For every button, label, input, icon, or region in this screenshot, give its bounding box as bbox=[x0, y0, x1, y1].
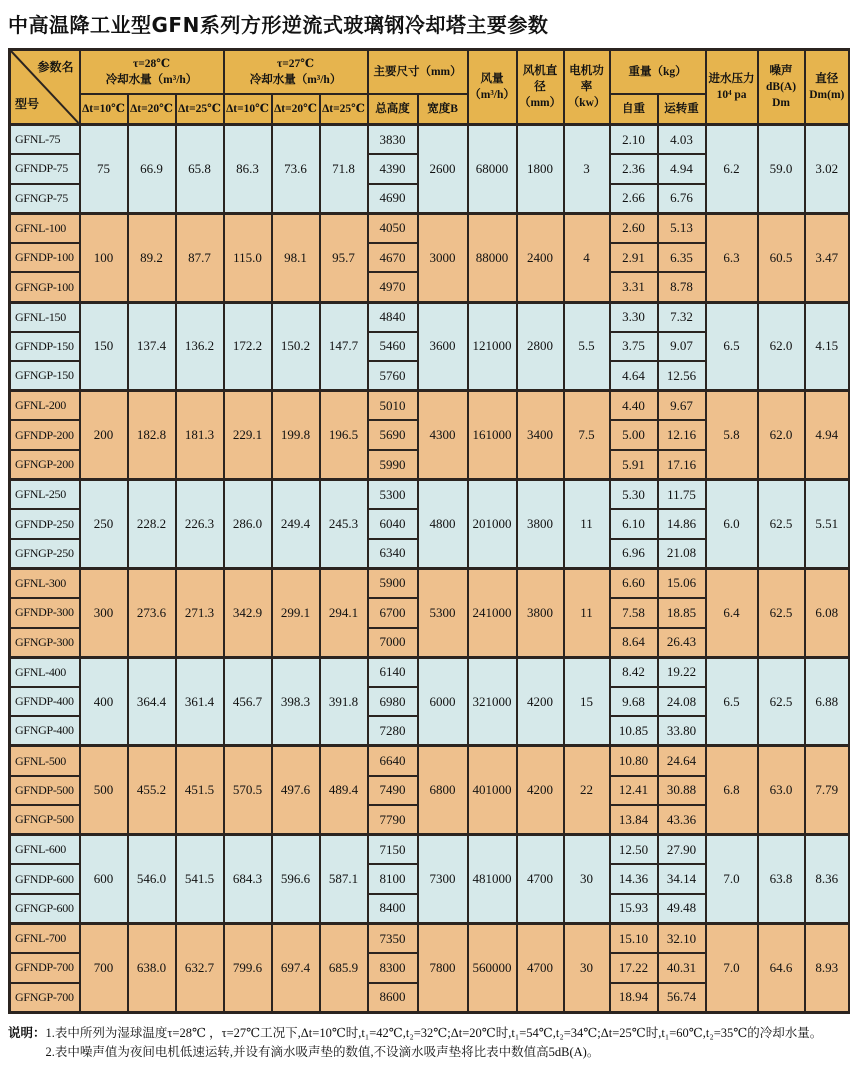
cell-inlet-pressure: 6.0 bbox=[706, 480, 758, 569]
cell-fan-diameter: 4200 bbox=[517, 657, 564, 746]
cell-diameter: 6.08 bbox=[805, 568, 850, 657]
cell-running-weight: 6.76 bbox=[658, 184, 706, 214]
cell-diameter: 3.02 bbox=[805, 125, 850, 214]
cell-running-weight: 40.31 bbox=[658, 953, 706, 983]
cell-motor-power: 30 bbox=[564, 835, 610, 924]
cell-model: GFNDP-500 bbox=[10, 776, 80, 806]
cell-running-weight: 19.22 bbox=[658, 657, 706, 687]
table-row bbox=[10, 213, 850, 243]
cell-fan-diameter: 1800 bbox=[517, 125, 564, 214]
cell-total-height: 5010 bbox=[368, 391, 418, 421]
cell-flow-1: 89.2 bbox=[128, 213, 176, 302]
cell-flow-2: 226.3 bbox=[176, 480, 224, 569]
cell-model: GFNGP-100 bbox=[10, 272, 80, 302]
table-header bbox=[10, 50, 850, 125]
cell-total-height: 4690 bbox=[368, 184, 418, 214]
cell-flow-5: 489.4 bbox=[320, 746, 368, 835]
cell-fan-diameter: 3800 bbox=[517, 568, 564, 657]
header-coolwater-28: τ=28℃ 冷却水量（m³/h） bbox=[80, 50, 224, 94]
cell-width-b: 7800 bbox=[418, 924, 468, 1013]
cell-running-weight: 24.64 bbox=[658, 746, 706, 776]
cell-air-flow: 560000 bbox=[468, 924, 517, 1013]
cell-air-flow: 68000 bbox=[468, 125, 517, 214]
cell-inlet-pressure: 6.2 bbox=[706, 125, 758, 214]
cell-self-weight: 4.64 bbox=[610, 361, 658, 391]
table-row bbox=[10, 302, 850, 332]
cell-flow-0: 75 bbox=[80, 125, 128, 214]
cell-self-weight: 13.84 bbox=[610, 805, 658, 835]
cell-total-height: 7350 bbox=[368, 924, 418, 954]
cell-total-height: 7150 bbox=[368, 835, 418, 865]
cell-fan-diameter: 3400 bbox=[517, 391, 564, 480]
cell-running-weight: 56.74 bbox=[658, 983, 706, 1013]
cell-flow-5: 685.9 bbox=[320, 924, 368, 1013]
cell-model: GFNGP-75 bbox=[10, 184, 80, 214]
cell-model: GFNDP-300 bbox=[10, 598, 80, 628]
cell-total-height: 4970 bbox=[368, 272, 418, 302]
cell-fan-diameter: 4700 bbox=[517, 835, 564, 924]
cell-total-height: 8600 bbox=[368, 983, 418, 1013]
cell-running-weight: 49.48 bbox=[658, 894, 706, 924]
cell-running-weight: 26.43 bbox=[658, 628, 706, 658]
cell-model: GFNGP-300 bbox=[10, 628, 80, 658]
cell-running-weight: 33.80 bbox=[658, 716, 706, 746]
header-dt10-28: Δt=10℃ bbox=[80, 94, 128, 125]
cell-flow-5: 587.1 bbox=[320, 835, 368, 924]
cell-self-weight: 10.80 bbox=[610, 746, 658, 776]
cell-self-weight: 17.22 bbox=[610, 953, 658, 983]
cell-running-weight: 11.75 bbox=[658, 480, 706, 510]
cell-model: GFNGP-150 bbox=[10, 361, 80, 391]
cell-self-weight: 10.85 bbox=[610, 716, 658, 746]
cell-air-flow: 88000 bbox=[468, 213, 517, 302]
cell-flow-1: 638.0 bbox=[128, 924, 176, 1013]
spec-table bbox=[8, 48, 850, 1014]
table-row bbox=[10, 746, 850, 776]
cell-model: GFNL-600 bbox=[10, 835, 80, 865]
cell-self-weight: 4.40 bbox=[610, 391, 658, 421]
header-dt25-28: Δt=25℃ bbox=[176, 94, 224, 125]
cell-self-weight: 6.60 bbox=[610, 568, 658, 598]
cell-fan-diameter: 3800 bbox=[517, 480, 564, 569]
cell-flow-2: 181.3 bbox=[176, 391, 224, 480]
cell-flow-1: 273.6 bbox=[128, 568, 176, 657]
cell-model: GFNL-700 bbox=[10, 924, 80, 954]
cell-flow-3: 684.3 bbox=[224, 835, 272, 924]
cell-width-b: 7300 bbox=[418, 835, 468, 924]
cell-motor-power: 5.5 bbox=[564, 302, 610, 391]
cell-total-height: 6700 bbox=[368, 598, 418, 628]
cell-flow-0: 400 bbox=[80, 657, 128, 746]
cell-running-weight: 7.32 bbox=[658, 302, 706, 332]
notes-lines bbox=[46, 1024, 823, 1063]
cell-fan-diameter: 4200 bbox=[517, 746, 564, 835]
page-title: 中高温降工业型GFN系列方形逆流式玻璃钢冷却塔主要参数 bbox=[8, 13, 549, 37]
cell-model: GFNDP-700 bbox=[10, 953, 80, 983]
cell-running-weight: 4.94 bbox=[658, 154, 706, 184]
cell-air-flow: 481000 bbox=[468, 835, 517, 924]
cell-air-flow: 321000 bbox=[468, 657, 517, 746]
cell-self-weight: 15.93 bbox=[610, 894, 658, 924]
cell-noise: 60.5 bbox=[758, 213, 805, 302]
cell-flow-0: 300 bbox=[80, 568, 128, 657]
cell-total-height: 3830 bbox=[368, 125, 418, 155]
cell-flow-1: 455.2 bbox=[128, 746, 176, 835]
note-line-2: 2.表中噪声值为夜间电机低速运转,并设有滴水吸声垫的数值,不设滴水吸声垫将比表中数值高5dB(A)。 bbox=[45, 1045, 600, 1060]
cell-self-weight: 3.31 bbox=[610, 272, 658, 302]
cell-width-b: 4800 bbox=[418, 480, 468, 569]
cell-motor-power: 15 bbox=[564, 657, 610, 746]
cell-flow-1: 137.4 bbox=[128, 302, 176, 391]
cell-inlet-pressure: 6.5 bbox=[706, 657, 758, 746]
cell-width-b: 3600 bbox=[418, 302, 468, 391]
notes-label: 说明： bbox=[8, 1025, 46, 1040]
cell-flow-2: 136.2 bbox=[176, 302, 224, 391]
cell-flow-1: 182.8 bbox=[128, 391, 176, 480]
cell-flow-3: 456.7 bbox=[224, 657, 272, 746]
cell-flow-4: 299.1 bbox=[272, 568, 320, 657]
table-row bbox=[10, 924, 850, 954]
table-row bbox=[10, 480, 850, 510]
cell-noise: 64.6 bbox=[758, 924, 805, 1013]
cell-self-weight: 2.91 bbox=[610, 243, 658, 273]
cell-flow-0: 600 bbox=[80, 835, 128, 924]
cell-model: GFNDP-400 bbox=[10, 687, 80, 717]
cell-air-flow: 241000 bbox=[468, 568, 517, 657]
table-row bbox=[10, 835, 850, 865]
header-noise: 噪声 dB(A) Dm bbox=[758, 50, 805, 125]
cell-self-weight: 18.94 bbox=[610, 983, 658, 1013]
cell-model: GFNL-400 bbox=[10, 657, 80, 687]
cell-flow-3: 342.9 bbox=[224, 568, 272, 657]
cell-fan-diameter: 4700 bbox=[517, 924, 564, 1013]
cell-flow-0: 100 bbox=[80, 213, 128, 302]
cell-noise: 59.0 bbox=[758, 125, 805, 214]
cell-total-height: 6980 bbox=[368, 687, 418, 717]
cell-self-weight: 15.10 bbox=[610, 924, 658, 954]
cell-air-flow: 161000 bbox=[468, 391, 517, 480]
corner-label-parameter: 参数名 bbox=[37, 60, 74, 74]
cell-running-weight: 27.90 bbox=[658, 835, 706, 865]
cell-running-weight: 4.03 bbox=[658, 125, 706, 155]
header-dt10-27: Δt=10℃ bbox=[224, 94, 272, 125]
cell-motor-power: 22 bbox=[564, 746, 610, 835]
cell-motor-power: 11 bbox=[564, 568, 610, 657]
cell-width-b: 2600 bbox=[418, 125, 468, 214]
cell-flow-0: 700 bbox=[80, 924, 128, 1013]
cell-model: GFNDP-100 bbox=[10, 243, 80, 273]
cell-flow-3: 172.2 bbox=[224, 302, 272, 391]
cell-total-height: 4050 bbox=[368, 213, 418, 243]
cell-total-height: 7280 bbox=[368, 716, 418, 746]
cell-flow-5: 196.5 bbox=[320, 391, 368, 480]
header-running-weight: 运转重 bbox=[658, 94, 706, 125]
cell-flow-3: 799.6 bbox=[224, 924, 272, 1013]
cell-flow-3: 229.1 bbox=[224, 391, 272, 480]
cell-flow-2: 65.8 bbox=[176, 125, 224, 214]
cell-width-b: 3000 bbox=[418, 213, 468, 302]
cell-flow-4: 697.4 bbox=[272, 924, 320, 1013]
cell-self-weight: 8.42 bbox=[610, 657, 658, 687]
header-self-weight: 自重 bbox=[610, 94, 658, 125]
cell-self-weight: 5.30 bbox=[610, 480, 658, 510]
cell-total-height: 7000 bbox=[368, 628, 418, 658]
cell-model: GFNDP-75 bbox=[10, 154, 80, 184]
cell-diameter: 4.15 bbox=[805, 302, 850, 391]
cell-inlet-pressure: 6.5 bbox=[706, 302, 758, 391]
cell-air-flow: 121000 bbox=[468, 302, 517, 391]
cell-total-height: 5690 bbox=[368, 420, 418, 450]
cell-running-weight: 9.07 bbox=[658, 332, 706, 362]
cell-self-weight: 6.96 bbox=[610, 539, 658, 569]
cell-flow-3: 286.0 bbox=[224, 480, 272, 569]
cell-running-weight: 18.85 bbox=[658, 598, 706, 628]
header-total-height: 总高度 bbox=[368, 94, 418, 125]
table-body bbox=[10, 125, 850, 1013]
corner-label-model: 型号 bbox=[15, 97, 40, 112]
cell-noise: 62.0 bbox=[758, 391, 805, 480]
cell-total-height: 7790 bbox=[368, 805, 418, 835]
cell-total-height: 5760 bbox=[368, 361, 418, 391]
cell-diameter: 8.36 bbox=[805, 835, 850, 924]
cell-diameter: 4.94 bbox=[805, 391, 850, 480]
cell-self-weight: 6.10 bbox=[610, 509, 658, 539]
cell-flow-5: 294.1 bbox=[320, 568, 368, 657]
cell-flow-4: 398.3 bbox=[272, 657, 320, 746]
cell-self-weight: 2.66 bbox=[610, 184, 658, 214]
cell-model: GFNL-250 bbox=[10, 480, 80, 510]
cell-self-weight: 12.41 bbox=[610, 776, 658, 806]
cell-total-height: 5990 bbox=[368, 450, 418, 480]
cell-model: GFNL-150 bbox=[10, 302, 80, 332]
table-row bbox=[10, 391, 850, 421]
cell-running-weight: 12.16 bbox=[658, 420, 706, 450]
cell-model: GFNDP-200 bbox=[10, 420, 80, 450]
cell-flow-2: 632.7 bbox=[176, 924, 224, 1013]
cell-total-height: 4840 bbox=[368, 302, 418, 332]
cell-flow-5: 147.7 bbox=[320, 302, 368, 391]
cell-diameter: 7.79 bbox=[805, 746, 850, 835]
cell-total-height: 8100 bbox=[368, 864, 418, 894]
cell-running-weight: 5.13 bbox=[658, 213, 706, 243]
cell-running-weight: 17.16 bbox=[658, 450, 706, 480]
cell-flow-1: 546.0 bbox=[128, 835, 176, 924]
cell-flow-2: 87.7 bbox=[176, 213, 224, 302]
cell-motor-power: 7.5 bbox=[564, 391, 610, 480]
cell-inlet-pressure: 5.8 bbox=[706, 391, 758, 480]
cell-self-weight: 2.60 bbox=[610, 213, 658, 243]
cell-flow-5: 391.8 bbox=[320, 657, 368, 746]
cell-noise: 62.5 bbox=[758, 568, 805, 657]
cell-total-height: 6340 bbox=[368, 539, 418, 569]
cell-model: GFNGP-200 bbox=[10, 450, 80, 480]
cell-motor-power: 4 bbox=[564, 213, 610, 302]
cell-flow-2: 361.4 bbox=[176, 657, 224, 746]
cell-total-height: 5300 bbox=[368, 480, 418, 510]
cell-self-weight: 3.30 bbox=[610, 302, 658, 332]
cell-width-b: 6800 bbox=[418, 746, 468, 835]
header-inlet-pressure: 进水压力 10⁴ pa bbox=[706, 50, 758, 125]
cell-inlet-pressure: 6.3 bbox=[706, 213, 758, 302]
cell-self-weight: 14.36 bbox=[610, 864, 658, 894]
cell-flow-3: 115.0 bbox=[224, 213, 272, 302]
cell-noise: 63.0 bbox=[758, 746, 805, 835]
cell-air-flow: 201000 bbox=[468, 480, 517, 569]
notes bbox=[8, 1024, 846, 1063]
cell-total-height: 4670 bbox=[368, 243, 418, 273]
cell-total-height: 4390 bbox=[368, 154, 418, 184]
cell-inlet-pressure: 7.0 bbox=[706, 835, 758, 924]
cell-flow-0: 500 bbox=[80, 746, 128, 835]
cell-flow-4: 249.4 bbox=[272, 480, 320, 569]
cell-running-weight: 15.06 bbox=[658, 568, 706, 598]
cell-total-height: 7490 bbox=[368, 776, 418, 806]
cell-width-b: 6000 bbox=[418, 657, 468, 746]
cell-flow-4: 497.6 bbox=[272, 746, 320, 835]
header-motor-power: 电机功率 （kw） bbox=[564, 50, 610, 125]
corner-cell bbox=[10, 50, 80, 125]
cell-model: GFNDP-250 bbox=[10, 509, 80, 539]
cell-self-weight: 12.50 bbox=[610, 835, 658, 865]
header-air-flow: 风量 （m³/h） bbox=[468, 50, 517, 125]
cell-inlet-pressure: 6.8 bbox=[706, 746, 758, 835]
cell-model: GFNDP-150 bbox=[10, 332, 80, 362]
cell-noise: 62.5 bbox=[758, 480, 805, 569]
table-row bbox=[10, 657, 850, 687]
header-diameter: 直径 Dm(m) bbox=[805, 50, 850, 125]
cell-flow-1: 364.4 bbox=[128, 657, 176, 746]
cell-flow-0: 250 bbox=[80, 480, 128, 569]
cell-flow-4: 98.1 bbox=[272, 213, 320, 302]
cell-running-weight: 12.56 bbox=[658, 361, 706, 391]
cell-total-height: 6040 bbox=[368, 509, 418, 539]
cell-running-weight: 14.86 bbox=[658, 509, 706, 539]
cell-total-height: 8400 bbox=[368, 894, 418, 924]
header-dt25-27: Δt=25℃ bbox=[320, 94, 368, 125]
table-row bbox=[10, 568, 850, 598]
cell-model: GFNL-500 bbox=[10, 746, 80, 776]
cell-flow-4: 199.8 bbox=[272, 391, 320, 480]
cell-air-flow: 401000 bbox=[468, 746, 517, 835]
cell-model: GFNL-100 bbox=[10, 213, 80, 243]
cell-width-b: 5300 bbox=[418, 568, 468, 657]
cell-diameter: 6.88 bbox=[805, 657, 850, 746]
cell-noise: 62.0 bbox=[758, 302, 805, 391]
cell-running-weight: 21.08 bbox=[658, 539, 706, 569]
cell-flow-1: 66.9 bbox=[128, 125, 176, 214]
cell-motor-power: 11 bbox=[564, 480, 610, 569]
cell-self-weight: 5.91 bbox=[610, 450, 658, 480]
cell-total-height: 5900 bbox=[368, 568, 418, 598]
cell-model: GFNGP-250 bbox=[10, 539, 80, 569]
header-fan-diameter: 风机直径 （mm） bbox=[517, 50, 564, 125]
cell-flow-2: 271.3 bbox=[176, 568, 224, 657]
cell-self-weight: 3.75 bbox=[610, 332, 658, 362]
cell-model: GFNDP-600 bbox=[10, 864, 80, 894]
cell-model: GFNL-200 bbox=[10, 391, 80, 421]
cell-model: GFNGP-600 bbox=[10, 894, 80, 924]
cell-self-weight: 5.00 bbox=[610, 420, 658, 450]
cell-model: GFNL-300 bbox=[10, 568, 80, 598]
cell-total-height: 6640 bbox=[368, 746, 418, 776]
cell-diameter: 3.47 bbox=[805, 213, 850, 302]
header-dt20-28: Δt=20℃ bbox=[128, 94, 176, 125]
cell-noise: 63.8 bbox=[758, 835, 805, 924]
cell-flow-2: 451.5 bbox=[176, 746, 224, 835]
cell-running-weight: 24.08 bbox=[658, 687, 706, 717]
cell-flow-4: 73.6 bbox=[272, 125, 320, 214]
cell-flow-0: 150 bbox=[80, 302, 128, 391]
cell-flow-1: 228.2 bbox=[128, 480, 176, 569]
cell-flow-5: 71.8 bbox=[320, 125, 368, 214]
cell-model: GFNGP-700 bbox=[10, 983, 80, 1013]
cell-inlet-pressure: 7.0 bbox=[706, 924, 758, 1013]
header-coolwater-27: τ=27℃ 冷却水量（m³/h） bbox=[224, 50, 368, 94]
cell-motor-power: 30 bbox=[564, 924, 610, 1013]
cell-total-height: 6140 bbox=[368, 657, 418, 687]
table-row bbox=[10, 125, 850, 155]
cell-self-weight: 2.36 bbox=[610, 154, 658, 184]
cell-total-height: 8300 bbox=[368, 953, 418, 983]
cell-running-weight: 8.78 bbox=[658, 272, 706, 302]
note-line-1: 1.表中所列为湿球温度τ=28℃ ，τ=27℃工况下,Δt=10℃时,t₁=42℃,t₂=32℃;Δt=20℃时,t₁=54℃,t₂=34℃;Δt=25℃时,t₁=60℃,t₂=35℃的冷却水量。 bbox=[45, 1025, 823, 1040]
cell-model: GFNGP-500 bbox=[10, 805, 80, 835]
cell-running-weight: 6.35 bbox=[658, 243, 706, 273]
cell-fan-diameter: 2800 bbox=[517, 302, 564, 391]
cell-inlet-pressure: 6.4 bbox=[706, 568, 758, 657]
cell-flow-5: 245.3 bbox=[320, 480, 368, 569]
cell-motor-power: 3 bbox=[564, 125, 610, 214]
header-width-b: 宽度B bbox=[418, 94, 468, 125]
cell-flow-2: 541.5 bbox=[176, 835, 224, 924]
cell-flow-4: 596.6 bbox=[272, 835, 320, 924]
cell-running-weight: 30.88 bbox=[658, 776, 706, 806]
cell-total-height: 5460 bbox=[368, 332, 418, 362]
cell-self-weight: 8.64 bbox=[610, 628, 658, 658]
cell-flow-4: 150.2 bbox=[272, 302, 320, 391]
cell-running-weight: 34.14 bbox=[658, 864, 706, 894]
cell-self-weight: 9.68 bbox=[610, 687, 658, 717]
header-main-dims: 主要尺寸（mm） bbox=[368, 50, 468, 94]
cell-flow-3: 570.5 bbox=[224, 746, 272, 835]
header-dt20-27: Δt=20℃ bbox=[272, 94, 320, 125]
cell-model: GFNL-75 bbox=[10, 125, 80, 155]
cell-running-weight: 43.36 bbox=[658, 805, 706, 835]
cell-self-weight: 7.58 bbox=[610, 598, 658, 628]
cell-diameter: 8.93 bbox=[805, 924, 850, 1013]
cell-flow-3: 86.3 bbox=[224, 125, 272, 214]
cell-flow-5: 95.7 bbox=[320, 213, 368, 302]
cell-model: GFNGP-400 bbox=[10, 716, 80, 746]
cell-fan-diameter: 2400 bbox=[517, 213, 564, 302]
header-weight: 重量（kg） bbox=[610, 50, 706, 94]
cell-running-weight: 9.67 bbox=[658, 391, 706, 421]
cell-width-b: 4300 bbox=[418, 391, 468, 480]
cell-noise: 62.5 bbox=[758, 657, 805, 746]
cell-flow-0: 200 bbox=[80, 391, 128, 480]
cell-running-weight: 32.10 bbox=[658, 924, 706, 954]
cell-self-weight: 2.10 bbox=[610, 125, 658, 155]
cell-diameter: 5.51 bbox=[805, 480, 850, 569]
